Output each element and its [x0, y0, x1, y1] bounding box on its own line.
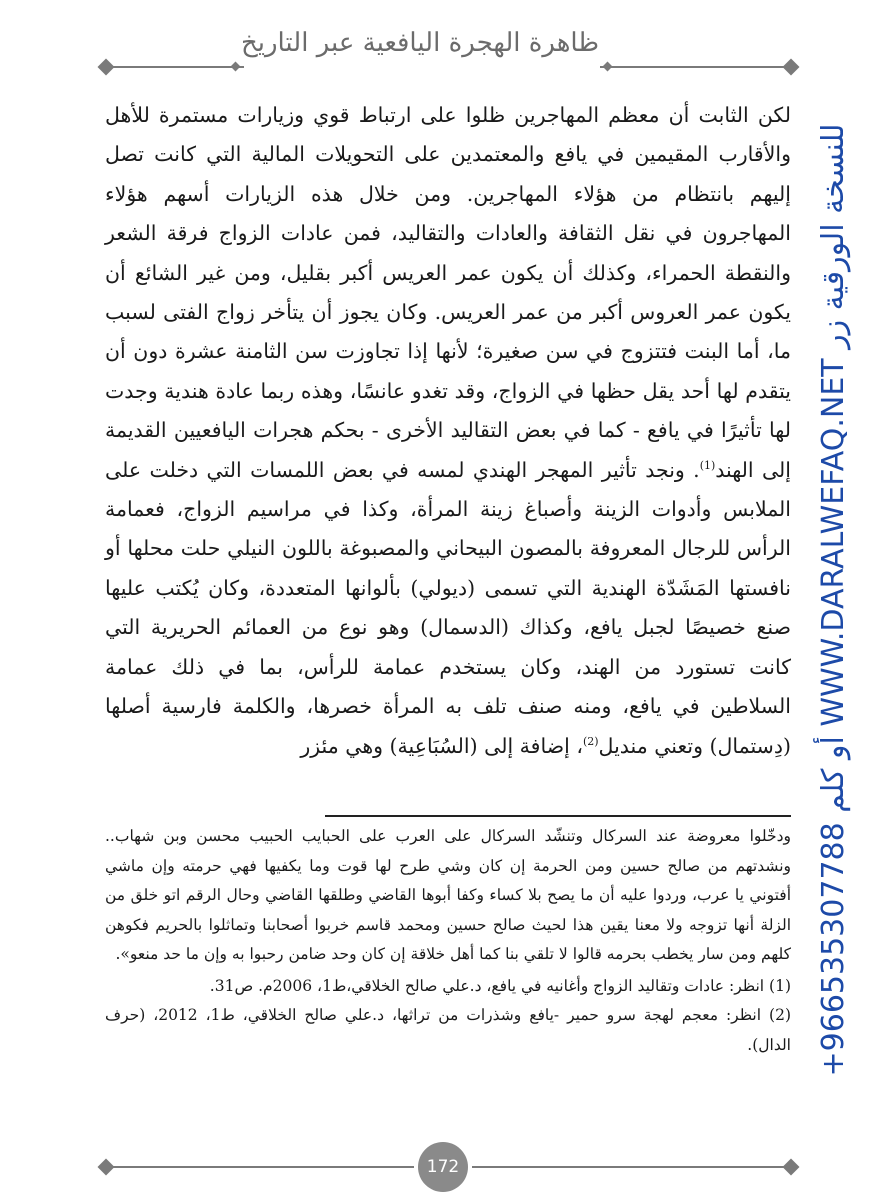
footer-ornament-right-icon	[783, 1159, 800, 1176]
header-rule-right	[600, 66, 790, 68]
body-text-part-1: لكن الثابت أن معظم المهاجرين ظلوا على ارتباط قوي وزيارات مستمرة للأهل والأقارب المقيمين في يافع والمعتمدين على التحويلات المالية التي كانت تصل إليهم بانتظام من هؤلاء المهاجرين. ومن خلال هذه الزيارات أسهم هؤلاء المهاجرون في نقل الثقافة والعادات والتقاليد، فمن عادات الزواج فرقة الشعر والنقطة الحمراء، وكذلك أن يكون عمر العريس أكبر بقليل، ومن غير الشائع أن يكون عمر العروس أكبر من عمر العريس. وكان يجوز أن يتأخر زواج الفتى لسبب ما، أما البنت فتتزوج في سن صغيرة؛ لأنها إذا تجاوزت سن الثامنة عشرة دون أن يتقدم لها أحد يقل حظها في الزواج، وقد تغدو عانسًا، وهذه ربما عادة هندية وجدت لها تأثيرًا في يافع - كما في بعض التقاليد الأخرى - بحكم هجرات اليافعيين القديمة إلى الهند	[105, 103, 791, 482]
footer-rule-left	[104, 1166, 414, 1168]
header-ornament-small-icon	[603, 62, 613, 72]
body-text-part-3: ، إضافة إلى (السُبَاعِية) وهي مئزر	[300, 733, 583, 758]
header-ornament-right-icon	[783, 59, 800, 76]
footer-ornament-left-icon	[98, 1159, 115, 1176]
footnote-continuation: ودخّلوا معروضة عند السركال وتنشّد السركال على العرب على الحبايب الحبيب محسن وبن شهاب.. ونشدتهم من صالح حسين ومن الحرمة إن كان وشي طرح لها قوت وما يكفيها فهي حرمته وإن ماشي أفتوني يا عرب، وردوا عليه أن ما يصح بلا كساء وكفا أبوها القاضي وطلقها القاضي وحال الرقم اتو خلق من الزلة أنها تزوجه ولا معنا يقين هذا لحيث صالح حسين ومحمد قاسم خربوا أصحابنا وتماثلوا بالحريم فكوهن كلهم ومن سار يخطب بحرمه قالوا لا تلقي بنا كما أهل خلاقة إن كان وحد ضامن رحبوا به وإن ما حد منعو».	[105, 827, 791, 963]
footnote-1: (1) انظر: عادات وتقاليد الزواج وأغانيه في يافع، د.علي صالح الخلاقي،ط1، 2006م. ص31.	[209, 976, 791, 995]
footnotes	[105, 822, 791, 1060]
running-header-title: ظاهرة الهجرة اليافعية عبر التاريخ	[240, 28, 600, 58]
header-ornament-left-icon	[98, 59, 115, 76]
footer-rule-right	[472, 1166, 790, 1168]
page-number: 172	[418, 1142, 468, 1192]
footnote-ref-1: (1)	[699, 458, 716, 472]
footnote-separator	[325, 815, 791, 817]
footnote-ref-2: (2)	[582, 734, 599, 748]
footnote-2: (2) انظر: معجم لهجة سرو حمير -يافع وشذرات من تراثها، د.علي صالح الخلاقي، ط1، 2012، (حرف الدال).	[105, 1006, 791, 1054]
side-watermark: للنسخة الورقية زر WWW.DARALWEFAQ.NET أو كلم 966535307788+	[816, 123, 851, 1077]
main-text	[105, 96, 791, 766]
header-ornament-small-icon	[231, 62, 241, 72]
body-paragraph	[105, 96, 791, 766]
header-rule-left	[104, 66, 244, 68]
body-text-part-2: . ونجد تأثير المهجر الهندي لمسه في بعض اللمسات التي دخلت على الملابس وأدوات الزينة وأصباغ زينة المرأة، وكذا في مراسيم الزواج، فعمامة الرأس للرجال المعروفة بالمصون البيحاني والمصبوغة باللون النيلي حلت محلها أو نافستها المَشَدّة الهندية التي تسمى (ديولي) بألوانها المتعددة، وكان يُكتب عليها صنع خصيصًا لجبل يافع، وكذاك (الدسمال) وهو نوع من العمائم الحريرية التي كانت تستورد من الهند، وكان يستخدم عمامة للرأس، بما في ذلك عمامة السلاطين في يافع، ومنه صنف تلف به المرأة خصرها، والكلمة فارسية أصلها (دِستمال) وتعني منديل	[105, 457, 791, 758]
